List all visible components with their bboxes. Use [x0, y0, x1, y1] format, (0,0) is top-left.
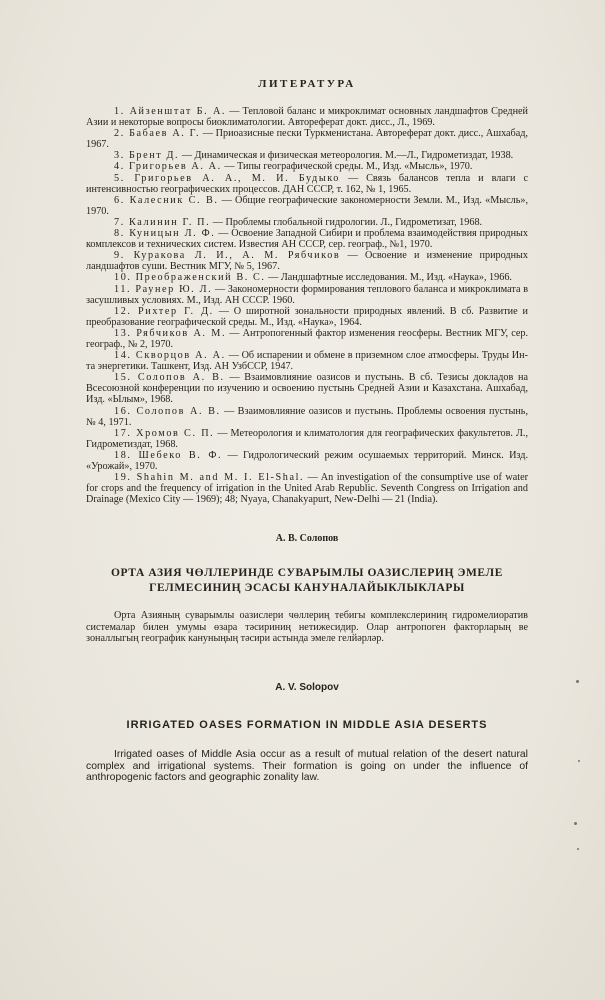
reference-author: 15. Солопов А. В. [114, 372, 225, 384]
reference-author: 18. Шебеко В. Ф. [114, 449, 223, 461]
reference-text: — Взаимовлияние оазисов и пустынь. Проблемы освоения пустынь, № 4, 1971. [86, 405, 528, 428]
reference-item [86, 406, 528, 428]
reference-item [86, 217, 528, 228]
reference-item [86, 106, 528, 128]
turkmen-summary-title-line: ГЕЛМЕСИНИҢ ЭСАСЫ КАНУНАЛАЙЫКЛЫКЛАРЫ [149, 582, 465, 595]
reference-author: 10. Преображенский В. С. [114, 272, 266, 284]
reference-author: 12. Рихтер Г. Д. [114, 305, 214, 317]
reference-author: 7. Калинин Г. П. [114, 216, 211, 228]
reference-author: 2. Бабаев А. Г. [114, 128, 201, 140]
reference-text: — Типы географической среды. М., Изд. «Мысль», 1970. [221, 161, 473, 173]
reference-item [86, 428, 528, 450]
reference-text: — О широтной зональности природных явлений. В сб. Развитие и преобразование географической среды. М., Изд. «Наука», 1964. [86, 305, 528, 328]
reference-item [86, 195, 528, 217]
paper-speck [577, 848, 579, 850]
turkmen-summary-text: Орта Азияның суварымлы оазислери чөллериң тебигы комплекслериниң гидромелиоратив системалар билен умумы өзара тәсириниң нетижесидир. Олар антропоген факторларың ве зоналлыгың географик кануныңың тәсири астында эмеле гелйәрләр. [86, 610, 528, 644]
reference-text: — Об испарении и обмене в приземном слое атмосферы. Труды Ин-та энергетики. Ташкент, Изд. АН УзбССР, 1947. [86, 350, 528, 373]
reference-item [86, 128, 528, 150]
reference-item [86, 150, 528, 161]
reference-item [86, 228, 528, 250]
reference-author: 3. Брент Д. [114, 150, 180, 162]
reference-text: — Приоазисные пески Туркменистана. Автореферат докт. дисс., Ашхабад, 1967. [86, 128, 528, 151]
reference-item [86, 472, 528, 505]
reference-author: 11. Раунер Ю. Л. [114, 283, 213, 295]
paper-speck [574, 822, 577, 825]
reference-author: 9. Куракова Л. И., А. М. Рябчиков [114, 250, 341, 262]
reference-author: 14. Скворцов А. А. [114, 350, 226, 362]
paper-speck [576, 680, 579, 683]
reference-item [86, 272, 528, 283]
reference-text: — Ландшафтные исследования. М., Изд. «Наука», 1966. [265, 272, 512, 284]
reference-item [86, 284, 528, 306]
reference-author: 17. Хромов С. П. [114, 427, 215, 439]
reference-text: — Тепловой баланс и микроклимат основных ландшафтов Средней Азии и некоторые вопросы биоклиматологии. Автореферат докт. дисс., Л., 1969. [86, 106, 528, 129]
reference-author: 6. Калесник С. В. [114, 194, 219, 206]
reference-text: — An investigation of the consumptive use of water for crops and the frequency of irrigation in the United Arab Republic. Seventh Congress on Irrigation and Drainage (Mexico City — 1969); 48; Nyaya, Chanakyapurt, New-Delhi — 21 (India). [86, 472, 529, 506]
reference-item [86, 161, 528, 172]
turkmen-summary-title [86, 566, 528, 596]
reference-author: 13. Рябчиков А. М. [114, 327, 227, 339]
english-summary-author: A. V. Solopov [275, 682, 339, 694]
turkmen-summary-author: А. В. Солопов [275, 533, 339, 545]
reference-author: 5. Григорьев А. А., М. И. Будыко [114, 172, 340, 184]
reference-text: — Освоение Западной Сибири и проблема взаимодействия природных комплексов и технических систем. Известия АН СССР, сер. географ., №1, 1970. [86, 228, 528, 251]
reference-text: — Связь балансов тепла и влаги с интенсивностью географических процессов. ДАН СССР, т. 162, № 1, 1965. [86, 172, 528, 195]
reference-text: — Освоение и изменение природных ландшафтов суши. Вестник МГУ, № 5, 1967. [86, 250, 528, 273]
reference-text: — Общие географические закономерности Земли. М., Изд. «Мысль», 1970. [86, 194, 529, 217]
reference-item [86, 250, 528, 272]
turkmen-summary-title-line: ОРТА АЗИЯ ЧӨЛЛЕРИНДЕ СУВАРЫМЛЫ ОАЗИСЛЕРИҢ ЭМЕЛЕ [111, 567, 503, 580]
reference-author: 1. Айзенштат Б. А. [114, 106, 227, 117]
reference-item [86, 306, 528, 328]
reference-item [86, 173, 528, 195]
reference-text: — Закономерности формирования теплового баланса и микроклимата в засушливых условиях. М., Изд. АН СССР. 1960. [86, 283, 528, 306]
english-summary-text: Irrigated oases of Middle Asia occur as a result of mutual relation of the desert natural complex and irrigational systems. Their formation is going on under the influence of anthropogenic factors and geographic zonality law. [86, 749, 528, 784]
reference-author: 4. Григорьев А. А. [114, 161, 222, 173]
reference-item [86, 450, 528, 472]
reference-text: — Гидрологический режим осушаемых территорий. Минск. Изд. «Урожай», 1970. [86, 449, 528, 472]
reference-list [86, 106, 528, 505]
paper-speck [578, 760, 580, 762]
reference-item [86, 350, 528, 372]
reference-text: — Антропогенный фактор изменения геосферы. Вестник МГУ, сер. географ., № 2, 1970. [86, 327, 529, 350]
reference-author: 8. Куницын Л. Ф. [114, 228, 216, 240]
reference-item [86, 328, 528, 350]
reference-text: — Взаимовлияние оазисов и пустынь. В сб. Тезисы докладов на Всесоюзной конференции по изучению и освоению пустынь Средней Азии и Казахстана. Ашхабад, Изд. «Ылым», 1968. [86, 372, 528, 406]
reference-author: 16. Солопов А. В. [114, 405, 221, 417]
page-content [86, 78, 528, 783]
reference-item [86, 372, 528, 405]
reference-text: — Проблемы глобальной гидрологии. Л., Гидрометизат, 1968. [210, 216, 483, 228]
reference-author: 19. Shahin M. and M. I. El-Shal. [114, 472, 305, 484]
reference-text: — Динамическая и физическая метеорология. М.—Л., Гидрометиздат, 1938. [179, 150, 514, 162]
literature-heading: ЛИТЕРАТУРА [258, 78, 356, 90]
english-summary-title: IRRIGATED OASES FORMATION IN MIDDLE ASIA DESERTS [126, 719, 488, 732]
reference-text: — Метеорология и климатология для географических факультетов. Л., Гидрометиздат, 1968. [86, 427, 528, 450]
